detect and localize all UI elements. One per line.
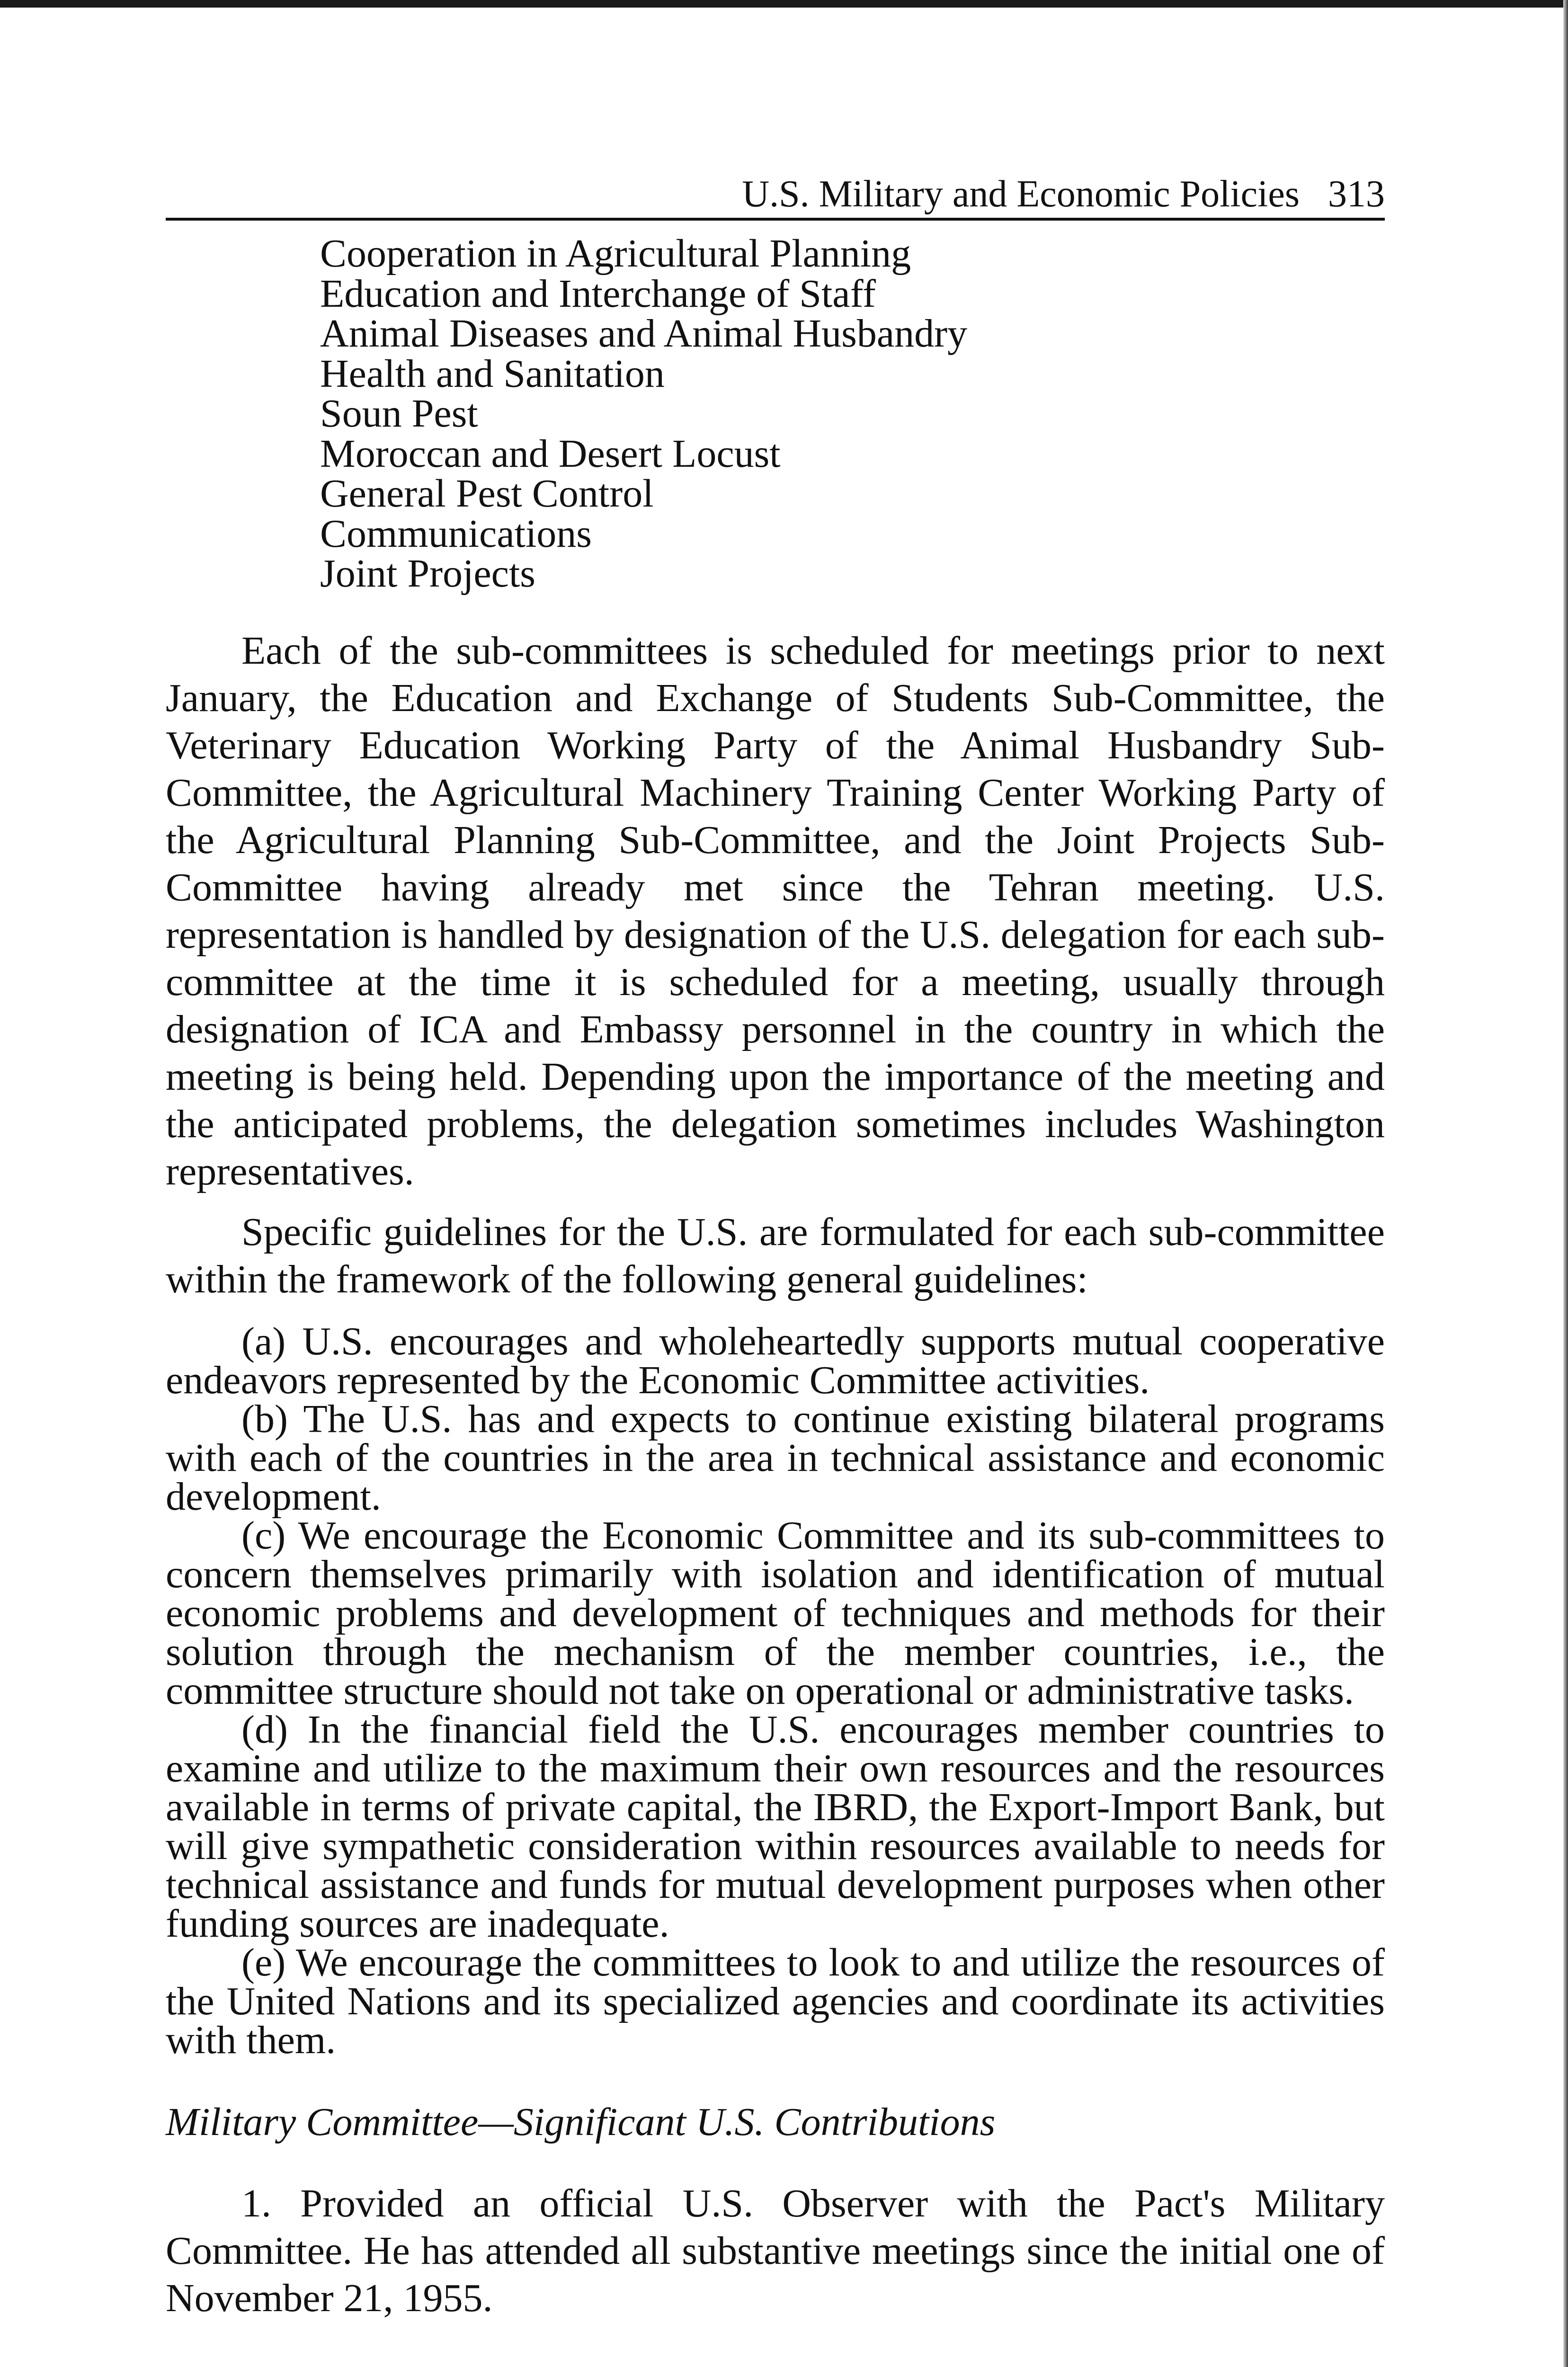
list-item: General Pest Control <box>320 472 654 516</box>
document-page <box>166 170 1385 2322</box>
running-title: U.S. Military and Economic Policies <box>742 173 1300 215</box>
list-item: Cooperation in Agricultural Planning <box>320 231 911 276</box>
guideline-b: (b) The U.S. has and expects to continue existing bilateral programs with each of the countries in the area in technical assistance and economic development. <box>166 1397 1385 1519</box>
list-item: Soun Pest <box>320 392 478 436</box>
scan-top-edge <box>0 0 1568 8</box>
guidelines-list <box>166 1319 1385 2062</box>
guideline-d: (d) In the financial field the U.S. encourages member countries to examine and utilize to the maximum their own resources and the resources available in terms of private capital, the IBRD, the Export-Import Bank, but will give sympathetic consideration within resources available to needs for technical assistance and funds for mutual development purposes when other funding sources are inadequate. <box>166 1707 1385 1946</box>
scan-right-edge <box>1563 0 1568 2367</box>
guidelines-intro-paragraph: Specific guidelines for the U.S. are formulated for each sub-committee within the framework of the following general guidelines: <box>166 1210 1385 1301</box>
list-item: Health and Sanitation <box>320 351 665 396</box>
page-number: 313 <box>1328 173 1385 215</box>
list-item: Communications <box>320 511 592 556</box>
guideline-e: (e) We encourage the committees to look to and utilize the resources of the United Nations and its specialized agencies and coordinate its activities with them. <box>166 1940 1385 2062</box>
guideline-a: (a) U.S. encourages and wholeheartedly supports mutual cooperative endeavors represented by the Economic Committee activities. <box>166 1319 1385 1402</box>
section-heading: Military Committee—Significant U.S. Contributions <box>166 2100 996 2144</box>
meetings-paragraph: Each of the sub-committees is scheduled for meetings prior to next January, the Education and Exchange of Students Sub-Committee, the Veterinary Education Working Party of the Animal Husbandry Sub-Committee, the Agricultural Machinery Training Center Working Party of the Agricultural Planning Sub-Committee, and the Joint Projects Sub-Committee having already met since the Tehran meeting. U.S. representation is handled by designation of the U.S. delegation for each sub-committee at the time it is scheduled for a meeting, usually through designation of ICA and Embassy personnel in the country in which the meeting is being held. Depending upon the importance of the meeting and the anticipated problems, the delegation sometimes includes Washington representatives. <box>166 628 1385 1193</box>
list-item: Education and Interchange of Staff <box>320 271 876 316</box>
list-item: Animal Diseases and Animal Husbandry <box>320 311 968 356</box>
running-header <box>166 170 1385 221</box>
list-item: Joint Projects <box>320 552 535 596</box>
subcommittee-list <box>320 231 1385 596</box>
military-item-1: 1. Provided an official U.S. Observer with the Pact's Military Committee. He has attended all substantive meetings since the initial one of November 21, 1955. <box>166 2181 1385 2320</box>
list-item: Moroccan and Desert Locust <box>320 431 781 476</box>
guideline-c: (c) We encourage the Economic Committee and its sub-committees to concern themselves primarily with isolation and identification of mutual economic problems and development of techniques and methods for their solution through the mechanism of the member countries, i.e., the committee structure should not take on operational or administrative tasks. <box>166 1513 1385 1713</box>
